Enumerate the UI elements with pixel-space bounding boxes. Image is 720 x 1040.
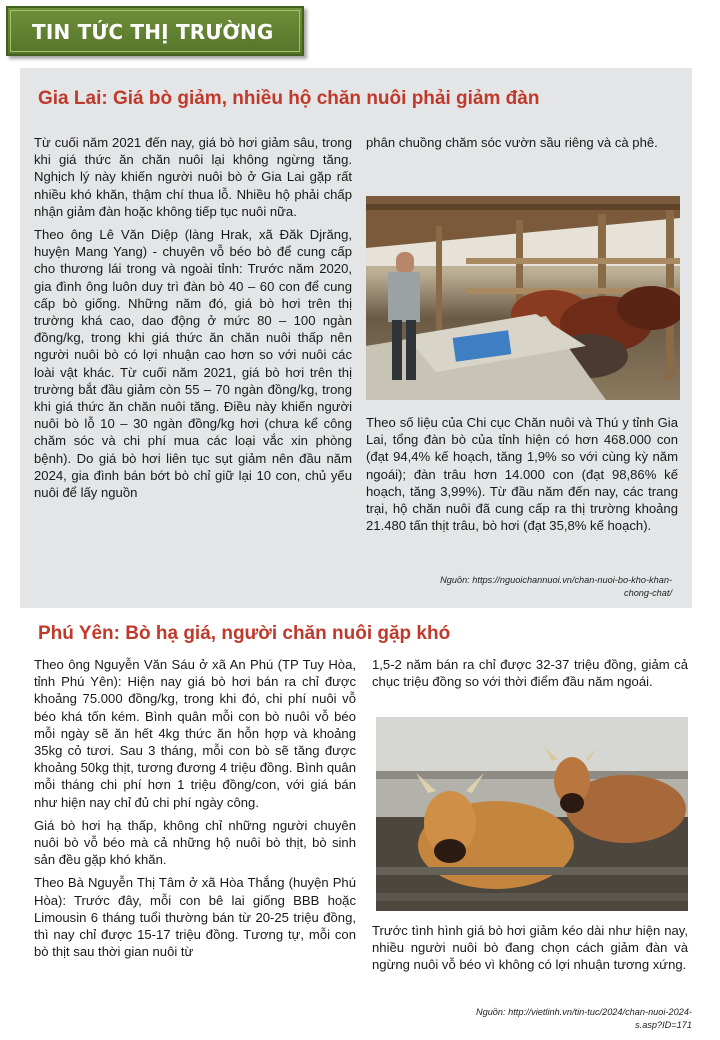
article-1-column-left xyxy=(34,134,352,501)
source-line: Nguồn: https://nguoichannuoi.vn/chan-nuoi-bo-kho-khan- xyxy=(440,575,672,585)
paragraph: Theo số liệu của Chi cục Chăn nuôi và Thú y tỉnh Gia Lai, tổng đàn bò của tỉnh hiện có hơn 468.000 con (đạt 94,4% kế hoạch, tăng 1,9% so với cùng kỳ năm ngoái); đàn trâu hơn 14.000 con (đạt 98,86% kế hoạch, tăng 3,99%). Từ đầu năm đến nay, các trang trại, hộ chăn nuôi đã cung cấp ra thị trường khoảng 21.480 tấn thịt trâu, bò hơi (đạt 35,8% kế hoạch). xyxy=(366,415,678,534)
cows-photo xyxy=(376,717,688,911)
article-1-column-right-bottom xyxy=(366,414,678,534)
paragraph: Giá bò hơi hạ thấp, không chỉ những người chuyên nuôi bò vỗ béo mà cả những hộ nuôi bò thịt, bò sinh sản đều gặp khó khăn. xyxy=(34,817,356,868)
article-1-headline: Gia Lai: Giá bò giảm, nhiều hộ chăn nuôi phải giảm đàn xyxy=(38,88,540,109)
article-2-column-right-bottom xyxy=(372,922,688,974)
article-2-column-right-top xyxy=(372,656,688,690)
cattle-barn-illustration xyxy=(366,196,680,400)
paragraph: phân chuồng chăm sóc vườn sầu riêng và cà phê. xyxy=(366,135,658,150)
section-banner xyxy=(6,6,304,56)
source-line: s.asp?ID=171 xyxy=(635,1019,692,1030)
article-2-headline: Phú Yên: Bò hạ giá, người chăn nuôi gặp khó xyxy=(38,623,451,644)
paragraph: Trước tình hình giá bò hơi giảm kéo dài như hiện nay, nhiều người nuôi bò đang chọn cách giảm đàn và ngừng nuôi vỗ béo vì không có lợi nhuận tương xứng. xyxy=(372,923,688,973)
article-2-column-left xyxy=(34,656,356,960)
paragraph: Theo ông Nguyễn Văn Sáu ở xã An Phú (TP Tuy Hòa, tỉnh Phú Yên): Hiện nay giá bò hơi bán ra chỉ được khoảng 75.000 đồng/kg, trong khi đó, chi phí nuôi vỗ béo khá tốn kém. Bình quân mỗi con bò nuôi vỗ béo mỗi ngày sẽ ăn hết 4kg thức ăn hỗn hợp và khoảng 35kg cỏ tươi. Sau 3 tháng, mỗi con bò sẽ tăng được khoảng 50kg thịt, tương đương 4 triệu đồng. Bình quân mỗi tháng chi phí hơn 1 triệu đồng/con, với giá bán như hiện nay chỉ đủ chi phí ngày công. xyxy=(34,657,356,810)
paragraph: Theo Bà Nguyễn Thị Tâm ở xã Hòa Thắng (huyện Phú Hòa): Trước đây, mỗi con bê lai giống BBB hoặc Limousin 6 tháng tuổi thường bán từ 20-25 triệu đồng, thì nay chỉ được 15-17 triệu đồng. Tương tự, mỗi con bò thịt sau thời gian nuôi từ xyxy=(34,875,356,960)
source-line: Nguồn: http://vietlinh.vn/tin-tuc/2024/chan-nuoi-2024- xyxy=(475,1007,692,1017)
paragraph: Theo ông Lê Văn Diệp (làng Hrak, xã Đăk Djrăng, huyện Mang Yang) - chuyên vỗ béo bò để cung cấp cho thương lái trong và ngoài tỉnh: Trước năm 2020, gia đình ông luôn duy trì đàn bò 40 – 60 con để cung cấp bò giống. Những năm đó, giá bò hơi trên thị trường khá cao, dao động ở mức 80 – 100 ngàn đồng/kg, trong khi giá thức ăn chăn nuôi thấp nên người nuôi bò có lợi nhuận cao hơn so với nuôi các loài vật khác. Từ cuối năm 2021, giá bò hơi trên thị trường bắt đầu giảm còn 55 – 70 ngàn đồng/kg, trong khi giá thức ăn chăn nuôi tăng. Điều này khiến người nuôi bò lỗ 10 – 30 ngàn đồng/kg hơi (chưa kể công chăm sóc và chi phí mua các loại vắc xin phòng bệnh). Do giá bò hơi liên tục sụt giảm nên đầu năm 2024, gia đình bán bớt bò chỉ giữ lại 10 con, chủ yếu nuôi để lấy nguồn xyxy=(34,227,352,501)
cows-illustration xyxy=(376,717,688,911)
paragraph: Từ cuối năm 2021 đến nay, giá bò hơi giảm sâu, trong khi giá thức ăn chăn nuôi lại không ngừng tăng. Nghịch lý này khiến người nuôi bò ở Gia Lai gặp rất nhiều khó khăn, thậm chí thua lỗ. Nhiều hộ phải chấp nhận giảm đàn hoặc không tiếp tục nuôi nữa. xyxy=(34,135,352,219)
source-line: chong-chat/ xyxy=(623,587,672,598)
cattle-barn-photo xyxy=(366,196,680,400)
article-2-source xyxy=(400,1006,692,1031)
paragraph: 1,5-2 năm bán ra chỉ được 32-37 triệu đồng, giảm cả chục triệu đồng so với thời điểm đầu năm ngoái. xyxy=(372,657,688,690)
section-title: TIN TỨC THỊ TRƯỜNG xyxy=(32,20,274,44)
article-1-source xyxy=(400,574,672,599)
article-1-column-right-top xyxy=(366,134,678,151)
